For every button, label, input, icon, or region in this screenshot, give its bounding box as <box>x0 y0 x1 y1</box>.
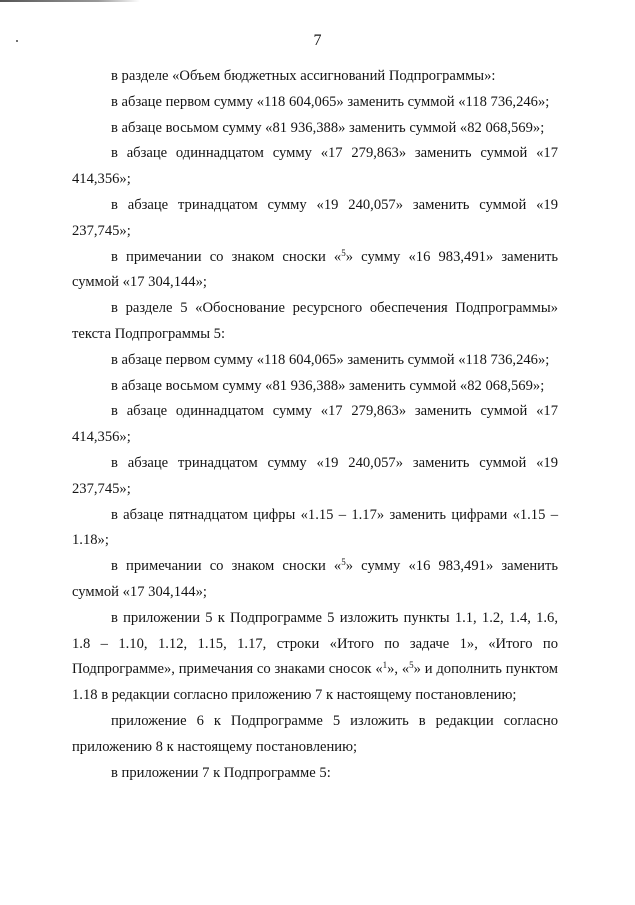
paragraph: приложение 6 к Подпрограмме 5 изложить в редакции согласно приложению 8 к настоящему постановлению; <box>72 712 558 755</box>
paragraph-text: в примечании со знаком сноски « <box>111 248 342 265</box>
paragraph: в разделе 5 «Обоснование ресурсного обеспечения Подпрограммы» текста Подпрограммы 5: <box>72 300 558 342</box>
paragraph: в абзаце одиннадцатом сумму «17 279,863» заменить суммой «17 414,356»; <box>72 403 558 446</box>
paragraph: в абзаце первом сумму «118 604,065» заменить суммой «118 736,246»; <box>111 93 550 110</box>
paragraph-text: », « <box>387 661 410 678</box>
paragraph: в абзаце тринадцатом сумму «19 240,057» заменить суммой «19 237,745»; <box>72 454 558 497</box>
paragraph-text: в приложении 5 к Подпрограмме 5 изложить пункты 1.1, 1.2, 1.4, 1.6, 1.8 – 1.10, 1.12, 1.15, 1.17, строки «Итого по задаче 1», «Итого по Подпрограмме», примечания со знаками сносок « <box>72 609 558 678</box>
footnote-mark: 5 <box>409 660 414 671</box>
paragraph <box>72 245 558 297</box>
paragraph: в абзаце тринадцатом сумму «19 240,057» заменить суммой «19 237,745»; <box>72 196 558 239</box>
document-body <box>72 64 558 786</box>
paragraph: в разделе «Объем бюджетных ассигнований Подпрограммы»: <box>111 68 496 84</box>
paragraph-text: » и дополнить пунктом 1.18 в редакции согласно приложению 7 к настоящему постановлению; <box>72 661 558 704</box>
footnote-mark: 5 <box>341 247 346 258</box>
paragraph-text: » сумму «16 983,491» заменить суммой «17 304,144»; <box>72 248 558 291</box>
paragraph-text: в примечании со знаком сноски « <box>111 558 342 575</box>
paragraph <box>72 554 558 606</box>
page-number: 7 <box>313 32 322 49</box>
footnote-mark: 5 <box>341 557 346 568</box>
paragraph: в абзаце восьмом сумму «81 936,388» заменить суммой «82 068,569»; <box>111 119 545 136</box>
paragraph: в абзаце одиннадцатом сумму «17 279,863» заменить суммой «17 414,356»; <box>72 145 558 188</box>
footnote-mark: 1 <box>382 660 388 671</box>
paragraph <box>72 606 558 709</box>
paragraph-text: » сумму «16 983,491» заменить суммой «17 304,144»; <box>72 558 558 600</box>
paragraph: в абзаце восьмом сумму «81 936,388» заменить суммой «82 068,569»; <box>111 377 545 394</box>
paragraph: в абзаце первом сумму «118 604,065» заменить суммой «118 736,246»; <box>111 351 550 368</box>
paragraph: в приложении 7 к Подпрограмме 5: <box>111 764 331 781</box>
scan-edge-mark <box>0 0 140 2</box>
paragraph: в абзаце пятнадцатом цифры «1.15 – 1.17» заменить цифрами «1.15 – 1.18»; <box>72 506 558 549</box>
